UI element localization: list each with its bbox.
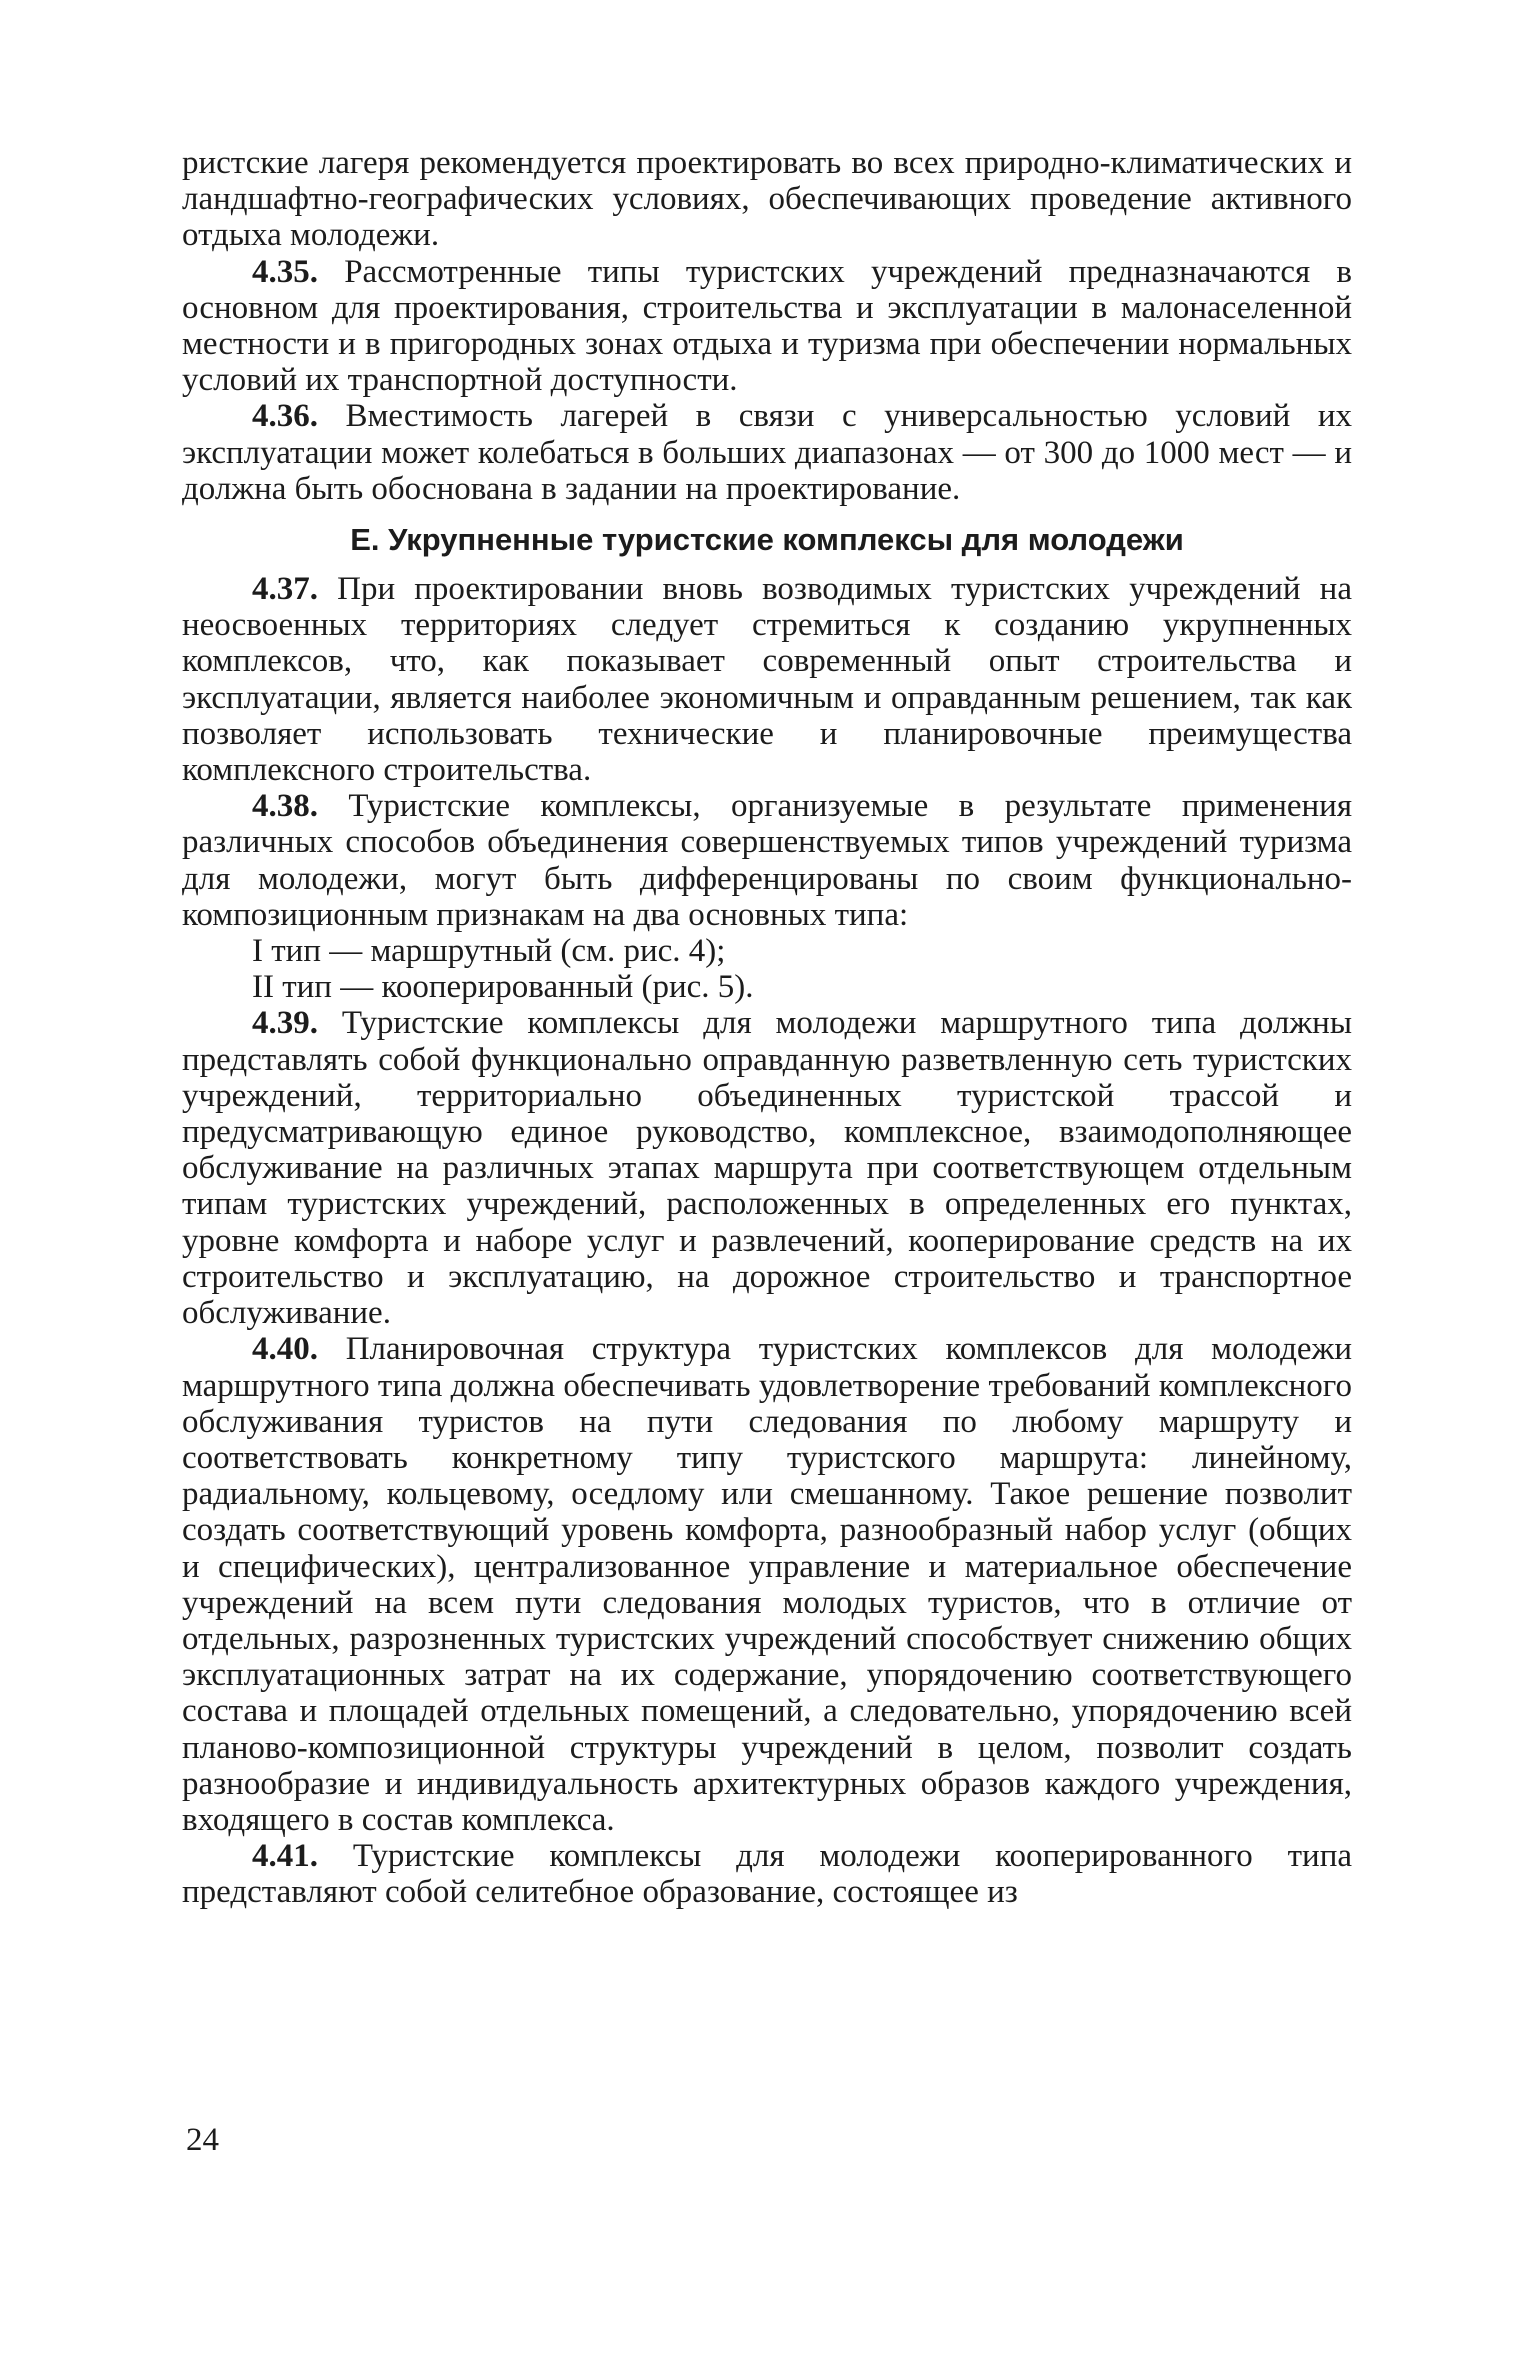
paragraph-number: 4.39. [252, 1005, 318, 1042]
page-number: 24 [186, 2122, 219, 2158]
paragraph-4-40 [182, 1331, 1352, 1838]
paragraph-continuation [182, 145, 1352, 254]
paragraph-4-35 [182, 254, 1352, 399]
paragraph-text: Рассмотренные типы туристских учреждений предназначаются в основном для проектирования, строительства и эксплуатации в малонаселенной местности и в пригородных зонах отдыха и туризма при обеспечении нормальных условий их транспортной доступности. [182, 253, 1352, 399]
paragraph-4-39 [182, 1005, 1352, 1331]
paragraph-4-41 [182, 1838, 1352, 1910]
paragraph-text: Туристские комплексы для молодежи кооперированного типа представляют собой селитебное образование, состоящее из [182, 1838, 1352, 1911]
paragraph-4-38 [182, 788, 1352, 933]
paragraph-text: ристские лагеря рекомендуется проектировать во всех природно-климатических и ландшафтно-географических условиях, обеспечивающих проведение активного отдыха молодежи. [182, 145, 1352, 254]
document-page [182, 145, 1352, 1911]
paragraph-number: 4.40. [252, 1331, 318, 1368]
paragraph-text: Туристские комплексы для молодежи маршрутного типа должны представлять собой функционально оправданную разветвленную сеть туристских учреждений, территориально объединенных туристской трассой и предусматривающую единое руководство, комплексное, взаимодополняющее обслуживание на различных этапах маршрута при соответствующем отдельным типам туристских учреждений, расположенных в определенных его пунктах, уровне комфорта и наборе услуг и развлечений, кооперирование средств на их строительство и эксплуатацию, на дорожное строительство и транспортное обслуживание. [182, 1005, 1352, 1332]
list-item-type-1: I тип — маршрутный (см. рис. 4); [252, 933, 726, 970]
paragraph-4-37 [182, 571, 1352, 788]
section-heading: Е. Укрупненные туристские комплексы для молодежи [350, 522, 1184, 558]
paragraph-text: Туристские комплексы, организуемые в результате применения различных способов объединения совершенствуемых типов учреждений туризма для молодежи, могут быть дифференцированы по своим функционально-композиционным признакам на два основных типа: [182, 788, 1352, 933]
paragraph-text: Планировочная структура туристских комплексов для молодежи маршрутного типа должна обеспечивать удовлетворение требований комплексного обслуживания туристов на пути следования по любому маршруту и соответствовать конкретному типу туристского маршрута: линейному, радиальному, кольцевому, оседлому или смешанному. Такое решение позволит создать соответствующий уровень комфорта, разнообразный набор услуг (общих и специфических), централизованное управление и материальное обеспечение учреждений на всем пути следования молодых туристов, что в отличие от отдельных, разрозненных туристских учреждений способствует снижению общих эксплуатационных затрат на их содержание, упорядочению соответствующего состава и площадей отдельных помещений, а следовательно, упорядочению всей планово-композиционной структуры учреждений в целом, позволит создать разнообразие и индивидуальность архитектурных образов каждого учреждения, входящего в состав комплекса. [182, 1331, 1352, 1838]
paragraph-text: Вместимость лагерей в связи с универсальностью условий их эксплуатации может колебаться в больших диапазонах — от 300 до 1000 мест — и должна быть обоснована в задании на проектирование. [182, 398, 1352, 507]
paragraph-number: 4.35. [252, 253, 318, 290]
paragraph-number: 4.37. [252, 571, 318, 608]
paragraph-text: При проектировании вновь возводимых туристских учреждений на неосвоенных территориях следует стремиться к созданию укрупненных комплексов, что, как показывает современный опыт строительства и эксплуатации, является наиболее экономичным и оправданным решением, так как позволяет использовать технические и планировочные преимущества комплексного строительства. [182, 571, 1352, 789]
list-item-type-2: II тип — кооперированный (рис. 5). [252, 969, 754, 1006]
paragraph-number: 4.38. [252, 788, 318, 825]
paragraph-4-36 [182, 398, 1352, 507]
paragraph-number: 4.41. [252, 1838, 318, 1875]
paragraph-number: 4.36. [252, 398, 318, 435]
